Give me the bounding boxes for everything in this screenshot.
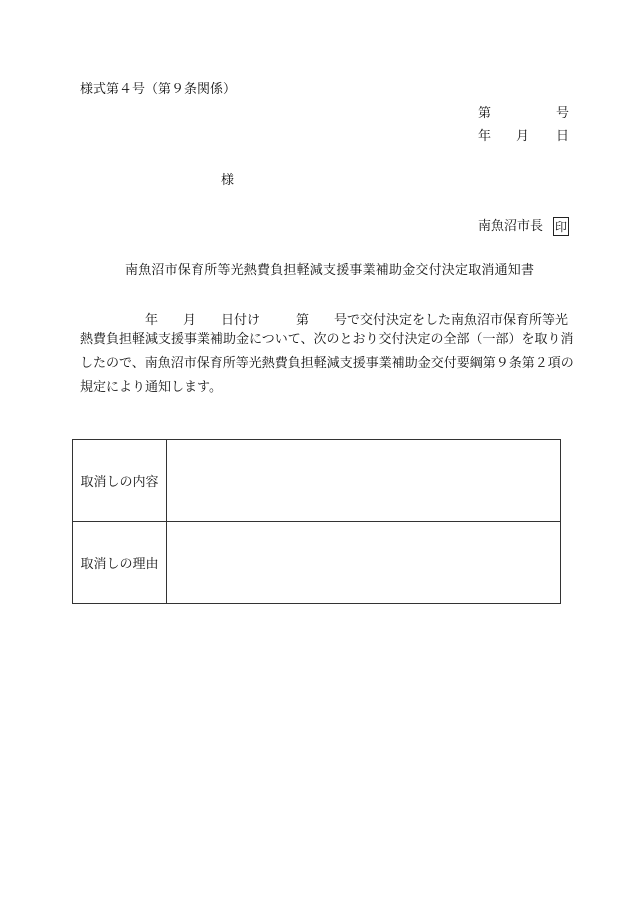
table-row [73, 522, 561, 604]
cancellation-content-field[interactable] [167, 440, 561, 522]
table-row [73, 440, 561, 522]
reference-suffix: 号 [556, 106, 570, 121]
form-number: 様式第４号（第９条関係） [80, 82, 237, 97]
body-line-1: 号で交付決定をした南魚沼市保育所等光 [334, 313, 569, 328]
date-month-label: 月 [516, 129, 530, 144]
addressee-honorific: 様 [221, 173, 235, 188]
body-number-prefix: 第 [296, 313, 310, 328]
cancellation-content-label: 取消しの内容 [73, 440, 167, 522]
sender-mayor: 南魚沼市長 [478, 219, 544, 234]
body-month-label: 月 [183, 313, 197, 328]
body-year-label: 年 [145, 313, 159, 328]
reference-prefix: 第 [478, 106, 492, 121]
body-line-2: 熱費負担軽減支援事業補助金について、次のとおり交付決定の全部（一部）を取り消 [80, 332, 574, 347]
body-line-4: 規定により通知します。 [80, 380, 222, 395]
details-table [72, 439, 561, 604]
cancellation-reason-field[interactable] [167, 522, 561, 604]
date-year-label: 年 [478, 129, 492, 144]
cancellation-reason-label: 取消しの理由 [73, 522, 167, 604]
seal-stamp: 印 [553, 217, 569, 236]
document-title: 南魚沼市保育所等光熱費負担軽減支援事業補助金交付決定取消通知書 [125, 263, 535, 278]
date-day-label: 日 [556, 129, 570, 144]
body-dated-label: 日付け [221, 313, 261, 328]
body-line-3: したので、南魚沼市保育所等光熱費負担軽減支援事業補助金交付要綱第９条第２項の [80, 356, 574, 371]
